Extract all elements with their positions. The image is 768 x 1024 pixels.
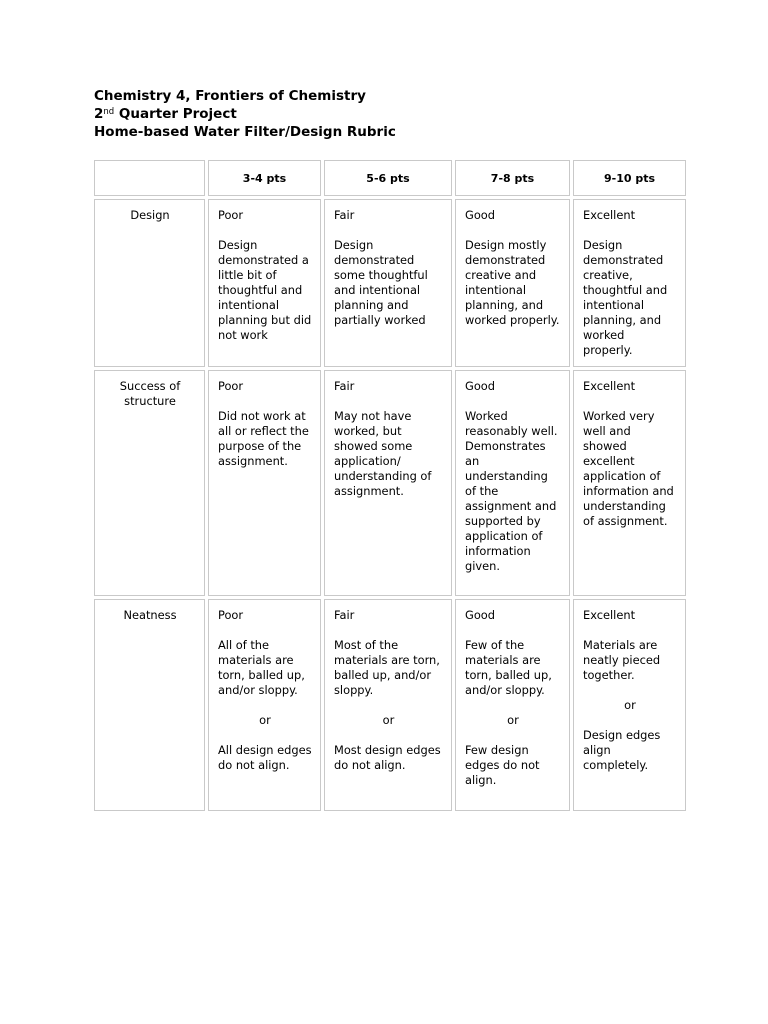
rubric-cell [455,370,570,596]
rubric-row [94,370,686,596]
column-header: 7-8 pts [455,160,570,196]
or-separator: or [259,713,271,727]
level-label: Fair [334,379,355,393]
quarter-ordinal-suffix: nd [103,107,115,117]
criterion-label: Success of structure [119,379,181,408]
rubric-cell [573,599,686,811]
cell-description-alt: Design edges align completely. [583,728,661,772]
criterion-label: Neatness [123,608,177,622]
header-empty-cell [94,160,205,196]
cell-description: May not have worked, but showed some application/ understanding of assignment. [334,409,432,498]
cell-description: Did not work at all or reflect the purpose of the assignment. [218,409,309,468]
rubric-row [94,199,686,367]
criterion-label: Design [130,208,170,222]
cell-description: Worked very well and showed excellent application of information and understanding of assignment. [583,409,674,528]
level-label: Good [465,608,495,622]
column-header: 9-10 pts [573,160,686,196]
course-title: Chemistry 4, Frontiers of Chemistry [94,88,366,104]
rubric-row [94,599,686,811]
cell-description-alt: All design edges do not align. [218,743,312,772]
level-label: Excellent [583,208,636,222]
cell-description: Design demonstrated some thoughtful and intentional planning and partially worked [334,238,428,327]
project-label: Quarter Project [114,106,237,122]
rubric-header-row [94,160,686,196]
level-label: Poor [218,208,244,222]
criterion-cell [94,370,205,596]
cell-description-alt: Most design edges do not align. [334,743,441,772]
criterion-cell [94,599,205,811]
cell-description: Worked reasonably well. Demonstrates an understanding of the assignment and supported by application of information given. [465,409,558,573]
rubric-cell [324,199,452,367]
or-separator: or [507,713,519,727]
cell-description: Most of the materials are torn, balled up, and/or sloppy. [334,638,440,697]
cell-description: Design mostly demonstrated creative and intentional planning, and worked properly. [465,238,560,327]
level-label: Poor [218,379,244,393]
rubric-cell [455,599,570,811]
rubric-cell [573,370,686,596]
quarter-number: 2 [94,106,104,122]
cell-description: Design demonstrated creative, thoughtful and intentional planning, and worked properly. [583,238,668,357]
cell-description: Materials are neatly pieced together. [583,638,661,682]
column-header: 5-6 pts [324,160,452,196]
rubric-cell [324,370,452,596]
level-label: Poor [218,608,244,622]
level-label: Good [465,208,495,222]
rubric-cell [455,199,570,367]
level-label: Excellent [583,608,636,622]
cell-description: Design demonstrated a little bit of thoughtful and intentional planning but did not work [218,238,312,342]
or-separator: or [624,698,636,712]
cell-description: Few of the materials are torn, balled up, and/or sloppy. [465,638,552,697]
level-label: Fair [334,608,355,622]
level-label: Fair [334,208,355,222]
cell-description: All of the materials are torn, balled up, and/or sloppy. [218,638,305,697]
rubric-cell [573,199,686,367]
rubric-cell [208,370,321,596]
rubric-title: Home-based Water Filter/Design Rubric [94,124,396,140]
or-separator: or [382,713,395,727]
cell-description-alt: Few design edges do not align. [465,743,540,787]
level-label: Excellent [583,379,636,393]
criterion-cell [94,199,205,367]
rubric-table [94,160,686,811]
document-header [94,87,396,141]
rubric-cell [208,599,321,811]
rubric-cell [324,599,452,811]
project-title [94,105,396,123]
level-label: Good [465,379,495,393]
column-header: 3-4 pts [208,160,321,196]
rubric-cell [208,199,321,367]
